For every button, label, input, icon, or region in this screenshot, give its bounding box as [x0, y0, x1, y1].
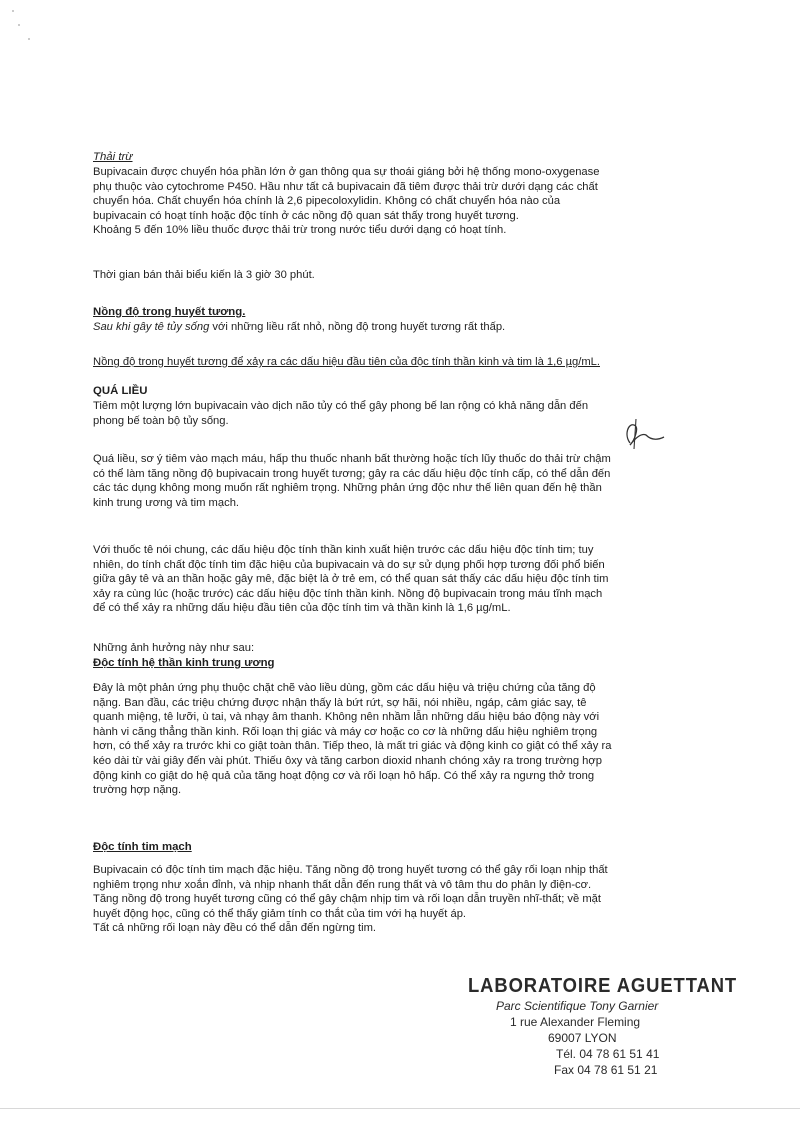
cns-line: động kinh co giật do hệ quả của tăng hoạt động cơ và rối loạn hô hấp. Có thể xảy ra ngưng thở trong [93, 769, 595, 782]
bottom-rule [0, 1108, 800, 1109]
cardio-line: huyết động học, cũng có thể thấy giảm tính co thắt của tim với hạ huyết áp. [93, 907, 467, 920]
cns-line: trường hợp nặng. [93, 784, 182, 797]
stamp-address-line: 1 rue Alexander Fleming [510, 1015, 641, 1029]
handwritten-initial [620, 415, 670, 455]
stamp-address-line: Parc Scientifique Tony Garnier [496, 999, 659, 1013]
cardio-section [93, 840, 713, 936]
cardio-line: Bupivacain có độc tính tim mạch đặc hiệu. Tăng nồng độ trong huyết tương có thể gây rối loạn nhịp thất [93, 864, 608, 876]
overdose-p3-line: xảy ra cùng lúc (hoặc trước) các dấu hiệu độc tính thần kinh. Nồng độ bupivacain trong máu tĩnh mạch [93, 587, 603, 600]
elimination-line: chuyển hóa. Chất chuyển hóa chính là 2,6 pipecoloxylidin. Không có chất chuyển hóa nào của [93, 195, 561, 208]
overdose-p2-line: Quá liều, sơ ý tiêm vào mạch máu, hấp thu thuốc nhanh bất thường hoặc tích lũy thuốc do thải trừ chậm [93, 453, 611, 465]
company-stamp [468, 975, 738, 1078]
overdose-p1-line: Tiêm một lượng lớn bupivacain vào dịch não tủy có thể gây phong bế lan rộng có khả năng dẫn đến [93, 400, 589, 412]
plasma-italic-text: Sau khi gây tê tủy sống [93, 321, 210, 333]
cns-title: Độc tính hệ thần kinh trung ương [93, 657, 275, 669]
half-life-text: Thời gian bán thải biểu kiến là 3 giờ 30 phút. [93, 269, 315, 281]
overdose-title: QUÁ LIỀU [93, 385, 148, 397]
elimination-line: bupivacain có hoạt tính hoặc độc tính ở các nồng độ quan sát thấy trong huyết tương. [93, 209, 519, 222]
plasma-threshold-text: Nồng độ trong huyết tương để xảy ra các dấu hiệu đầu tiên của độc tính thần kinh và tim là 1,6 µg/mL. [93, 356, 600, 368]
cns-section [93, 656, 713, 798]
scan-speck [12, 10, 14, 12]
cns-line: Đây là một phản ứng phụ thuộc chặt chẽ vào liều dùng, gồm các dấu hiệu và triệu chứng của tăng độ [93, 682, 596, 694]
overdose-p2-line: các tác dụng không mong muốn rất nghiêm trọng. Những phản ứng độc như thế liên quan đến hệ thần [93, 482, 602, 495]
cns-line: nặng. Ban đầu, các triệu chứng được nhận thấy là bứt rứt, sợ hãi, nói nhiều, ngáp, cảm giác say, tê [93, 696, 587, 709]
stamp-fax: Fax 04 78 61 51 21 [554, 1063, 658, 1077]
overdose-p1-line: phong bế toàn bộ tủy sống. [93, 414, 229, 427]
elimination-title: Thải trừ [93, 151, 133, 163]
cns-line: hơn, có thể xảy ra trước khi co giật toàn thân. Tiếp theo, là mất tri giác và động kinh co giật có thể xảy ra [93, 740, 612, 753]
cns-line: quanh miệng, tê lưỡi, ù tai, và nhạy âm thanh. Không nên nhầm lẫn những dấu hiệu báo động này với [93, 711, 600, 724]
elimination-line: phụ thuộc vào cytochrome P450. Hầu như tất cả bupivacain đã tiêm được thải trừ dưới dạng các chất [93, 180, 598, 193]
scan-speck [18, 24, 20, 26]
overdose-p2-line: có thể làm tăng nồng độ bupivacain trong huyết tương; gây ra các dấu hiệu độc tính cấp, có thể dẫn đến [93, 467, 611, 480]
overdose-p3-line: nhiên, do tính chất độc tính tim đặc hiệu của bupivacain và do sự sử dụng phối hợp tương đối phổ biến [93, 558, 605, 571]
stamp-city: 69007 LYON [548, 1031, 617, 1045]
cardio-title: Độc tính tim mạch [93, 841, 192, 853]
effects-intro: Những ảnh hưởng này như sau: [93, 642, 255, 654]
cardio-line: Tất cả những rối loạn này đều có thể dẫn đến ngừng tim. [93, 922, 377, 935]
elimination-line: Khoảng 5 đến 10% liều thuốc được thải trừ trong nước tiểu dưới dạng có hoạt tính. [93, 224, 507, 237]
stamp-phone: Tél. 04 78 61 51 41 [556, 1047, 660, 1061]
scan-speck [28, 38, 30, 40]
overdose-p2-line: kinh trung ương và tim mạch. [93, 496, 240, 509]
elimination-line: Bupivacain được chuyển hóa phần lớn ở gan thông qua sự thoái giáng bởi hệ thống mono-oxygenase [93, 166, 600, 178]
cardio-line: Tăng nồng độ trong huyết tương cũng có thể gây chậm nhịp tim và rối loạn dẫn truyền nhĩ-thất; về mặt [93, 893, 601, 906]
overdose-p3-line: giữa gây tê và an thần hoặc gây mê, đặc biệt là ở trẻ em, có thể quan sát thấy các dấu hiệu độc tính tim [93, 573, 609, 586]
overdose-p2 [93, 452, 713, 510]
stamp-company-name: LABORATOIRE AGUETTANT [468, 975, 738, 997]
overdose-p3 [93, 543, 713, 616]
cns-line: kéo dài từ vài giây đến vài phút. Thiếu ôxy và tăng carbon dioxid nhanh chóng xảy ra trong trường hợp [93, 754, 602, 767]
overdose-p3-line: Với thuốc tê nói chung, các dấu hiệu độc tính thần kinh xuất hiện trước các dấu hiệu độc tính tim; tuy [93, 544, 594, 556]
plasma-text: với những liều rất nhỏ, nồng độ trong huyết tương rất thấp. [209, 321, 506, 333]
cardio-line: nghiêm trọng như xoắn đỉnh, và nhịp nhanh thất dẫn đến rung thất và vô tâm thu do phân ly điện-cơ. [93, 878, 592, 891]
cns-line: hành vi căng thẳng thần kinh. Rối loạn thị giác và máy cơ hoặc co cơ là những dấu hiệu nghiêm trọng [93, 725, 598, 738]
overdose-p3-line: để có thể xảy ra những dấu hiệu đầu tiên của độc tính tim và thần kinh là 1,6 µg/mL. [93, 602, 511, 615]
elimination-section [93, 150, 713, 238]
plasma-title: Nồng độ trong huyết tương. [93, 306, 246, 318]
plasma-section [93, 305, 713, 335]
